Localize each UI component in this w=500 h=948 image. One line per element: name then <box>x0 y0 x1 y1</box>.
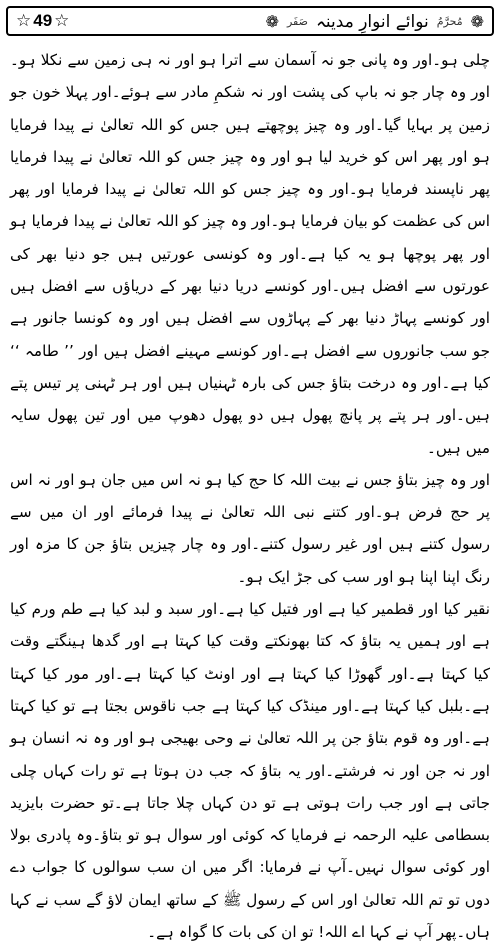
title-month-post: صَفَر <box>286 14 308 28</box>
paragraph: نقیر کیا اور قطمیر کیا ہے اور فتیل کیا ہے۔اور سبد و لبد کیا ہے طم ورم کیا ہے اور ہمیں یہ بتاؤ کہ کتا بھونکتے وقت کیا کہتا ہے اور گدھا ہینگتے وقت کیا کہتا ہے۔اور گھوڑا کیا کہتا ہے اور اونٹ کیا کہتا ہے۔اور مور کیا کہتا ہے۔بلبل کیا کہتا ہے۔اور مینڈک کیا کہتا ہے جب ناقوس بجتا ہے تو کیا کہتا ہے۔اور وہ قوم بتاؤ جن پر اللہ تعالیٰ نے وحی بھیجی ہو اور وہ نہ انسان ہو اور نہ جن اور نہ فرشتے۔اور یہ بتاؤ کہ جب دن ہوتا ہے تو رات کہاں چلی جاتی ہے اور جب رات ہوتی ہے تو دن کہاں چلا جاتا ہے۔تو حضرت بایزید بسطامی علیہ الرحمہ نے فرمایا کہ کوئی اور سوال ہو تو بتاؤ۔وہ پادری بولا اور کوئی سوال نہیں۔آپ نے فرمایا: اگر میں ان سب سوالوں کا جواب دے دوں تو تم اللہ تعالیٰ اور اس کے رسول ﷺ کے ساتھ ایمان لاؤ گے سب نے کہا ہاں۔پھر آپ نے کہا اے اللہ! تو ان کی بات کا گواہ ہے۔ <box>10 600 490 942</box>
page-header <box>6 6 494 36</box>
page-number-value: 49 <box>33 11 53 30</box>
flower-icon: ❁ <box>265 11 279 31</box>
body-text <box>10 44 490 942</box>
page-number <box>16 11 69 31</box>
star-icon: ☆ <box>54 11 70 30</box>
paragraph: اور وہ چیز بتاؤ جس نے بیت اللہ کا حج کیا ہو نہ اس میں جان ہو اور نہ اس پر حج فرض ہو۔اور کتنے نبی اللہ تعالیٰ نے پیدا فرمائے اور ان میں سے رسول کتنے ہیں اور غیر رسول کتنے۔اور وہ چار چیزیں بتاؤ جن کا مزہ اور رنگ اپنا اپنا ہو اور سب کی جڑ ایک ہو۔ <box>10 470 490 586</box>
paragraph: چلی ہو۔اور وہ پانی جو نہ آسمان سے اترا ہو اور نہ ہی زمین سے نکلا ہو۔اور وہ چار جو نہ باپ کی پشت اور نہ شکمِ مادر سے ہوئے۔اور پہلا خون جو زمین پر بہایا گیا۔اور وہ چیز پوچھتے ہیں جس کو اللہ تعالیٰ نے پیدا فرمایا ہو اور پھر اس کو خرید لیا ہو اور وہ چیز جس کو اللہ تعالیٰ نے پیدا فرمایا پھر ناپسند فرمایا ہو۔اور وہ چیز جس کو اللہ تعالیٰ نے پیدا فرمایا اور پھر اس کی عظمت کو بیان فرمایا ہو۔اور وہ چیز کو اللہ تعالیٰ نے پیدا فرمایا ہو اور پھر پوچھا ہو یہ کیا ہے۔اور وہ کونسی عورتیں ہیں جو دنیا بھر کی عورتوں سے افضل ہیں۔اور کونسے دریا دنیا بھر کے دریاؤں سے افضل ہیں اور کونسے پہاڑ دنیا بھر کے پہاڑوں سے افضل ہیں اور وہ کونسا جانور ہے جو سب جانوروں سے افضل ہے۔اور کونسے مہینے افضل ہیں اور ’’ طامہ ‘‘ کیا ہے۔اور وہ درخت بتاؤ جس کی بارہ ٹہنیاں ہیں اور ہر ٹہنی پر تیس پتے ہیں۔اور ہر پتے پر پانچ پھول ہیں دو پھول دھوپ میں اور تین پھول سایہ میں ہیں۔ <box>10 51 490 457</box>
title-month-pre: مُحرَّمُ <box>436 14 463 28</box>
running-title <box>266 11 484 32</box>
flower-icon: ❁ <box>470 11 484 31</box>
title-text: نوائے انوارِ مدینہ <box>315 11 429 32</box>
star-icon: ☆ <box>16 11 32 30</box>
